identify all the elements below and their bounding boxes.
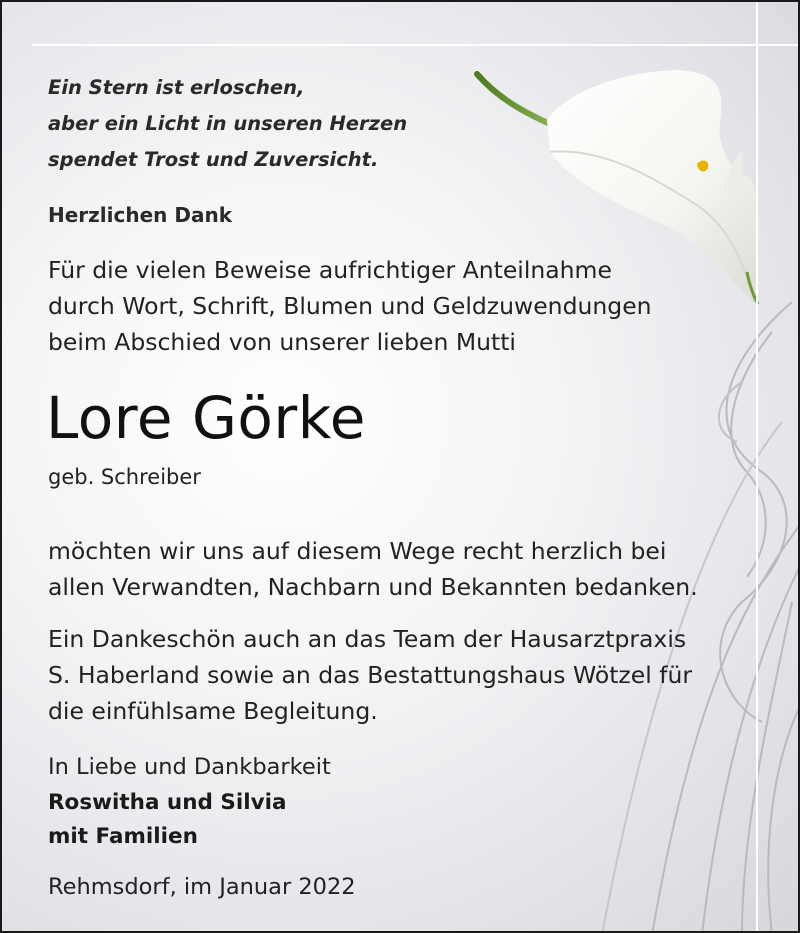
decorative-vertical-line xyxy=(756,2,758,933)
thanks-heading: Herzlichen Dank xyxy=(48,203,233,227)
thanks-line: möchten wir uns auf diesem Wege recht herzlich bei xyxy=(48,537,667,565)
swirl-lines xyxy=(602,302,800,933)
place-date: Rehmsdorf, im Januar 2022 xyxy=(48,874,356,900)
quote-line: Ein Stern ist erloschen, xyxy=(48,76,305,99)
intro-line: beim Abschied von unserer lieben Mutti xyxy=(48,328,516,356)
decorative-horizontal-line xyxy=(32,44,800,46)
closing-phrase: In Liebe und Dankbarkeit xyxy=(48,754,331,780)
deceased-name: Lore Görke xyxy=(46,384,366,452)
extra-thanks-line: S. Haberland sowie an das Bestattungshaus Wötzel für xyxy=(48,661,693,689)
signer-line: mit Familien xyxy=(48,824,198,849)
intro-line: durch Wort, Schrift, Blumen und Geldzuwendungen xyxy=(48,292,652,320)
intro-paragraph xyxy=(48,252,652,360)
signers xyxy=(48,786,287,854)
quote-line: spendet Trost und Zuversicht. xyxy=(48,148,379,171)
thanks-paragraph xyxy=(48,533,698,605)
extra-thanks-paragraph xyxy=(48,621,692,729)
opening-quote xyxy=(48,70,407,178)
extra-thanks-line: Ein Dankeschön auch an das Team der Hausarztpraxis xyxy=(48,625,687,653)
extra-thanks-line: die einfühlsame Begleitung. xyxy=(48,697,378,725)
signer-line: Roswitha und Silvia xyxy=(48,790,287,815)
quote-line: aber ein Licht in unseren Herzen xyxy=(48,112,408,135)
maiden-name: geb. Schreiber xyxy=(48,465,201,489)
intro-line: Für die vielen Beweise aufrichtiger Anteilnahme xyxy=(48,256,612,284)
thanks-line: allen Verwandten, Nachbarn und Bekannten bedanken. xyxy=(48,573,698,601)
